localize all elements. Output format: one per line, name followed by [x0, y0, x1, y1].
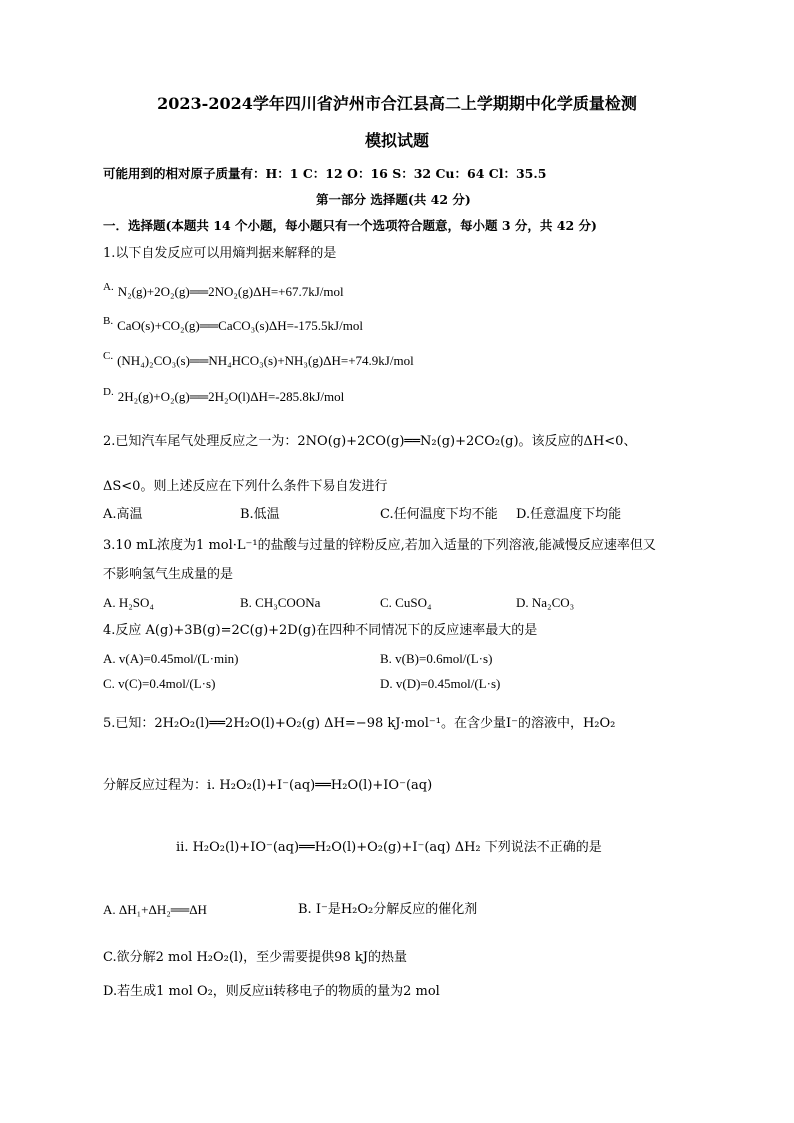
q2-option-b: B.低温 — [240, 507, 280, 522]
atomic-masses: 可能用到的相对原子质量有：H：1 C：12 O：16 S：32 Cu：64 Cl：35.5 — [103, 166, 547, 181]
q5-option-d: D.若生成1 mol O₂，则反应ⅱ转移电子的物质的量为2 mol — [103, 984, 440, 999]
title-line-1: 2023-2024学年四川省泸州市合江县高二上学期期中化学质量检测 — [157, 94, 637, 113]
q3-option-a: A. H₂SO₄ — [103, 595, 154, 610]
q1-b-text: CaO(s)+CO₂(g)══CaCO₃(s)ΔH=-175.5kJ/mol — [117, 318, 363, 333]
q1-option-a — [103, 278, 344, 301]
q3-option-d: D. Na₂CO₃ — [516, 595, 575, 610]
q5-option-a: A. ΔH₁+ΔH₂══ΔH — [103, 902, 207, 917]
q1-option-b — [103, 312, 363, 335]
q1-c-text: (NH₄)₂CO₃(s)══NH₄HCO₃(s)+NH₃(g)ΔH=+74.9kJ/mol — [117, 353, 414, 368]
q4-stem: 4.反应 A(g)+3B(g)=2C(g)+2D(g)在四种不同情况下的反应速率最大的是 — [103, 623, 538, 638]
q4-option-b: B. v(B)=0.6mol/(L·s) — [380, 651, 493, 666]
q1-a-text: N₂(g)+2O₂(g)══2NO₂(g)ΔH=+67.7kJ/mol — [117, 284, 344, 299]
q2-line-2: ΔS<0。则上述反应在下列什么条件下易自发进行 — [103, 479, 388, 494]
q2-option-c: C.任何温度下均不能 — [380, 507, 498, 522]
q5-line-3: ⅱ. H₂O₂(l)+IO⁻(aq)══H₂O(l)+O₂(g)+I⁻(aq) ΔH₂ 下列说法不正确的是 — [176, 840, 602, 855]
q4-option-a: A. v(A)=0.45mol/(L·min) — [103, 651, 239, 666]
q3-option-c: C. CuSO₄ — [380, 595, 432, 610]
q1-stem: 1.以下自发反应可以用熵判据来解释的是 — [103, 246, 337, 261]
title-line-2: 模拟试题 — [364, 131, 429, 150]
q3-option-b: B. CH₃COONa — [240, 595, 321, 610]
q1-d-text: 2H₂(g)+O₂(g)══2H₂O(l)ΔH=-285.8kJ/mol — [117, 389, 345, 404]
q3-line-1: 3.10 mL浓度为1 mol·L⁻¹的盐酸与过量的锌粉反应,若加入适量的下列溶液,能减慢反应速率但又 — [103, 538, 656, 553]
q2-line-1: 2.已知汽车尾气处理反应之一为：2NO(g)+2CO(g)══N₂(g)+2CO₂(g)。该反应的ΔH<0、 — [103, 434, 637, 449]
q5-line-2: 分解反应过程为：ⅰ. H₂O₂(l)+I⁻(aq)══H₂O(l)+IO⁻(aq) — [103, 778, 433, 793]
q1-b-mark: B. — [103, 315, 114, 327]
q1-a-mark: A. — [103, 281, 114, 293]
part-heading: 第一部分 选择题(共 42 分) — [316, 192, 471, 207]
q3-line-2: 不影响氢气生成量的是 — [103, 567, 234, 582]
q5-line-1: 5.已知：2H₂O₂(l)══2H₂O(l)+O₂(g) ΔH=−98 kJ·mol⁻¹。在含少量I⁻的溶液中，H₂O₂ — [103, 716, 616, 731]
q5-option-b: B. I⁻是H₂O₂分解反应的催化剂 — [298, 902, 478, 917]
q4-option-c: C. v(C)=0.4mol/(L·s) — [103, 676, 216, 691]
q4-option-d: D. v(D)=0.45mol/(L·s) — [380, 676, 501, 691]
q1-option-c — [103, 347, 414, 370]
q2-option-a: A.高温 — [103, 507, 143, 522]
section-heading: 一．选择题(本题共 14 个小题，每小题只有一个选项符合题意，每小题 3 分，共 42 分) — [103, 218, 597, 233]
q1-option-d — [103, 383, 344, 406]
q5-option-c: C.欲分解2 mol H₂O₂(l)，至少需要提供98 kJ的热量 — [103, 950, 407, 965]
q2-option-d: D.任意温度下均能 — [516, 507, 622, 522]
q1-d-mark: D. — [103, 386, 114, 398]
q1-c-mark: C. — [103, 350, 114, 362]
